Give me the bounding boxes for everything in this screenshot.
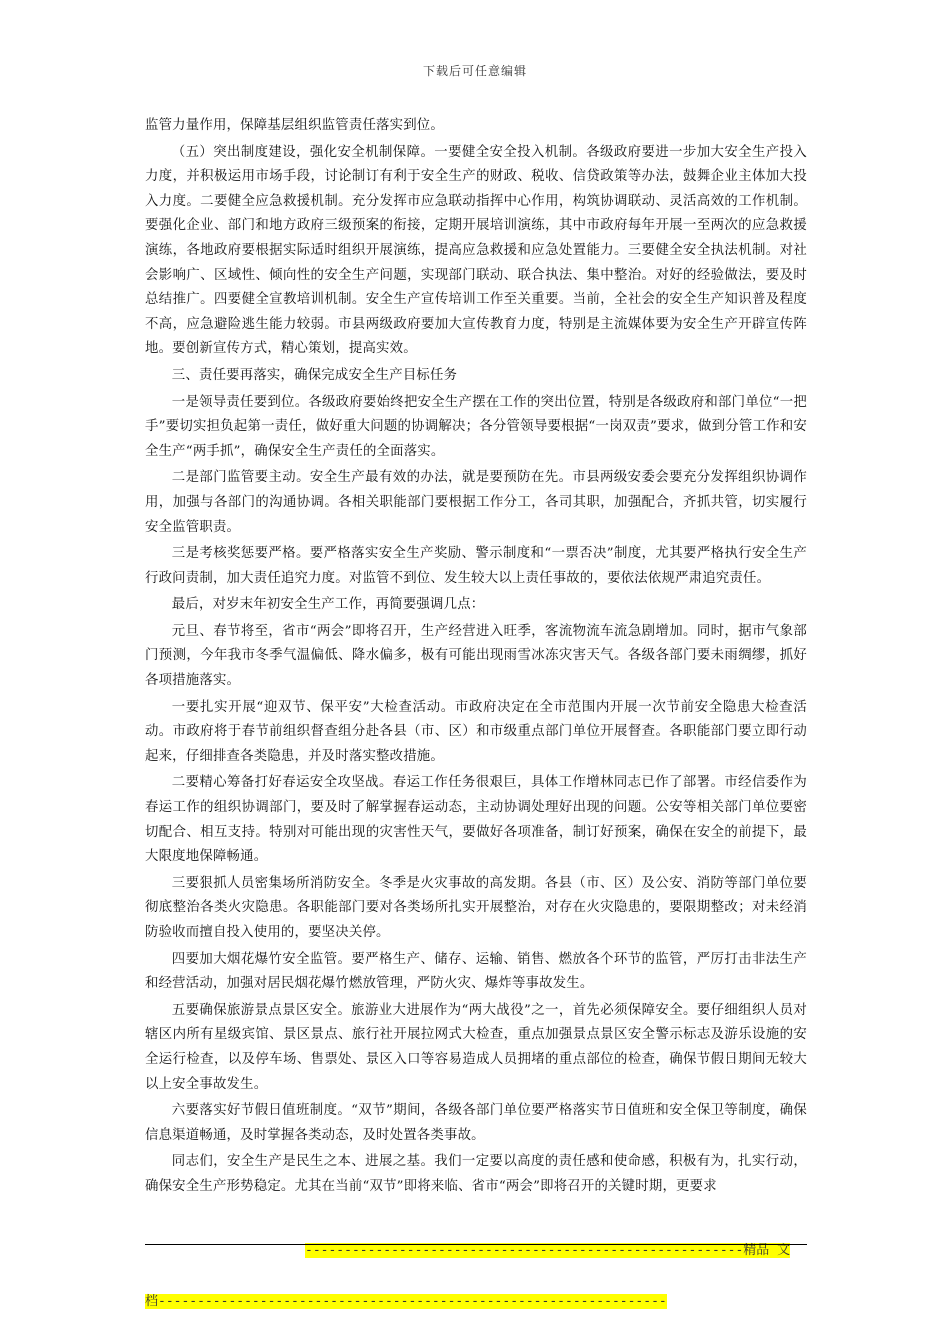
paragraph-5: 三是考核奖惩要严格。要严格落实安全生产奖励、警示制度和“一票否决”制度，尤其要严格执行安全生产行政问责制，加大责任追究力度。对监管不到位、发生较大以上责任事故的，要依法依规严肃追究责任。 (145, 546, 807, 586)
footer-line-2: 档----------------------------------------------------------------- (145, 1294, 667, 1309)
paragraph-9: 二要精心筹备打好春运安全攻坚战。春运工作任务很艰巨，具体工作增林同志已作了部署。市经信委作为春运工作的组织协调部门，要及时了解掌握春运动态，主动协调处理好出现的问题。公安等相关部门单位要密切配合、相互支持。特别对可能出现的灾害性天气，要做好各项准备，制订好预案，确保在安全的前提下，最大限度地保障畅通。 (145, 775, 807, 865)
page-header: 下载后可任意编辑 (422, 64, 527, 78)
paragraph-13: 六要落实好节假日值班制度。“双节”期间，各级各部门单位要严格落实节日值班和安全保卫等制度，确保信息渠道畅通，及时掌握各类动态，及时处置各类事故。 (145, 1103, 807, 1143)
paragraph-11: 四要加大烟花爆竹安全监管。要严格生产、储存、运输、销售、燃放各个环节的监管，严厉打击非法生产和经营活动，加强对居民烟花爆竹燃放管理，严防火灾、爆炸等事故发生。 (145, 951, 807, 992)
paragraph-14: 同志们，安全生产是民生之本、进展之基。我们一定要以高度的责任感和使命感，积极有为，扎实行动，确保安全生产形势稳定。尤其在当前“双节”即将来临、省市“两会”即将召开的关键时期，更要求 (145, 1154, 807, 1194)
document-body (145, 114, 807, 1202)
paragraph-10: 三要狠抓人员密集场所消防安全。冬季是火灾事故的高发期。各县（市、区）及公安、消防等部门单位要彻底整治各类火灾隐患。各职能部门要对各类场所扎实开展整治，对存在火灾隐患的，要限期整改；对未经消防验收而擅自投入使用的，要坚决关停。 (145, 875, 807, 940)
paragraph-0: 监管力量作用，保障基层组织监管责任落实到位。 (145, 118, 444, 133)
paragraph-3: 一是领导责任要到位。各级政府要始终把安全生产摆在工作的突出位置，特别是各级政府和部门单位“一把手”要切实担负起第一责任，做好重大问题的协调解决；各分管领导要根据“一岗双责”要求，做到分管工作和安全生产“两手抓”，确保安全生产责任的全面落实。 (145, 394, 807, 459)
paragraph-7: 元旦、春节将至，省市“两会”即将召开，生产经营进入旺季，客流物流车流急剧增加。同时，据市气象部门预测，今年我市冬季气温偏低、降水偏多，极有可能出现雨雪冰冻灾害天气。各级各部门要未雨绸缪，抓好各项措施落实。 (145, 623, 807, 689)
footer-marks (145, 1208, 807, 1327)
section-heading-3: 三、责任要再落实，确保完成安全生产目标任务 (171, 367, 458, 383)
paragraph-1: （五）突出制度建设，强化安全机制保障。一要健全安全投入机制。各级政府要进一步加大安全生产投入力度，并积极运用市场手段，讨论制订有利于安全生产的财政、税收、信贷政策等办法，鼓舞企业主体加大投入力度。二要健全应急救援机制。充分发挥市应急联动指挥中心作用，构筑协调联动、灵活高效的工作机制。要强化企业、部门和地方政府三级预案的衔接，定期开展培训演练，其中市政府每年开展一至两次的应急救援演练，各地政府要根据实际适时组织开展演练，提高应急救援和应急处置能力。三要健全安全执法机制。对社会影响广、区域性、倾向性的安全生产问题，实现部门联动、联合执法、集中整治。对好的经验做法，要及时总结推广。四要健全宣教培训机制。安全生产宣传培训工作至关重要。当前，全社会的安全生产知识普及程度不高，应急避险逃生能力较弱。市县两级政府要加大宣传教育力度，特别是主流媒体要为安全生产开辟宣传阵地。要创新宣传方式，精心策划，提高实效。 (145, 144, 807, 357)
paragraph-12: 五要确保旅游景点景区安全。旅游业大进展作为“两大战役”之一，首先必须保障安全。要仔细组织人员对辖区内所有星级宾馆、景区景点、旅行社开展拉网式大检查，重点加强景点景区安全警示标志及游乐设施的安全运行检查，以及停车场、售票处、景区入口等容易造成人员拥堵的重点部位的检查，确保节假日期间无较大以上安全事故发生。 (145, 1002, 807, 1092)
footer-divider (145, 1244, 807, 1245)
paragraph-6: 最后，对岁末年初安全生产工作，再简要强调几点： (171, 597, 485, 613)
footer-line-1: --------------------------------------------------------精品 文 (305, 1243, 791, 1258)
paragraph-8: 一要扎实开展“迎双节、保平安”大检查活动。市政府决定在全市范围内开展一次节前安全隐患大检查活动。市政府将于春节前组织督查组分赴各县（市、区）和市级重点部门单位开展督查。各职能部门要立即行动起来，仔细排查各类隐患，并及时落实整改措施。 (145, 699, 807, 764)
paragraph-4: 二是部门监管要主动。安全生产最有效的办法，就是要预防在先。市县两级安委会要充分发挥组织协调作用，加强与各部门的沟通协调。各相关职能部门要根据工作分工，各司其职，加强配合，齐抓共管，切实履行安全监管职责。 (145, 470, 807, 535)
